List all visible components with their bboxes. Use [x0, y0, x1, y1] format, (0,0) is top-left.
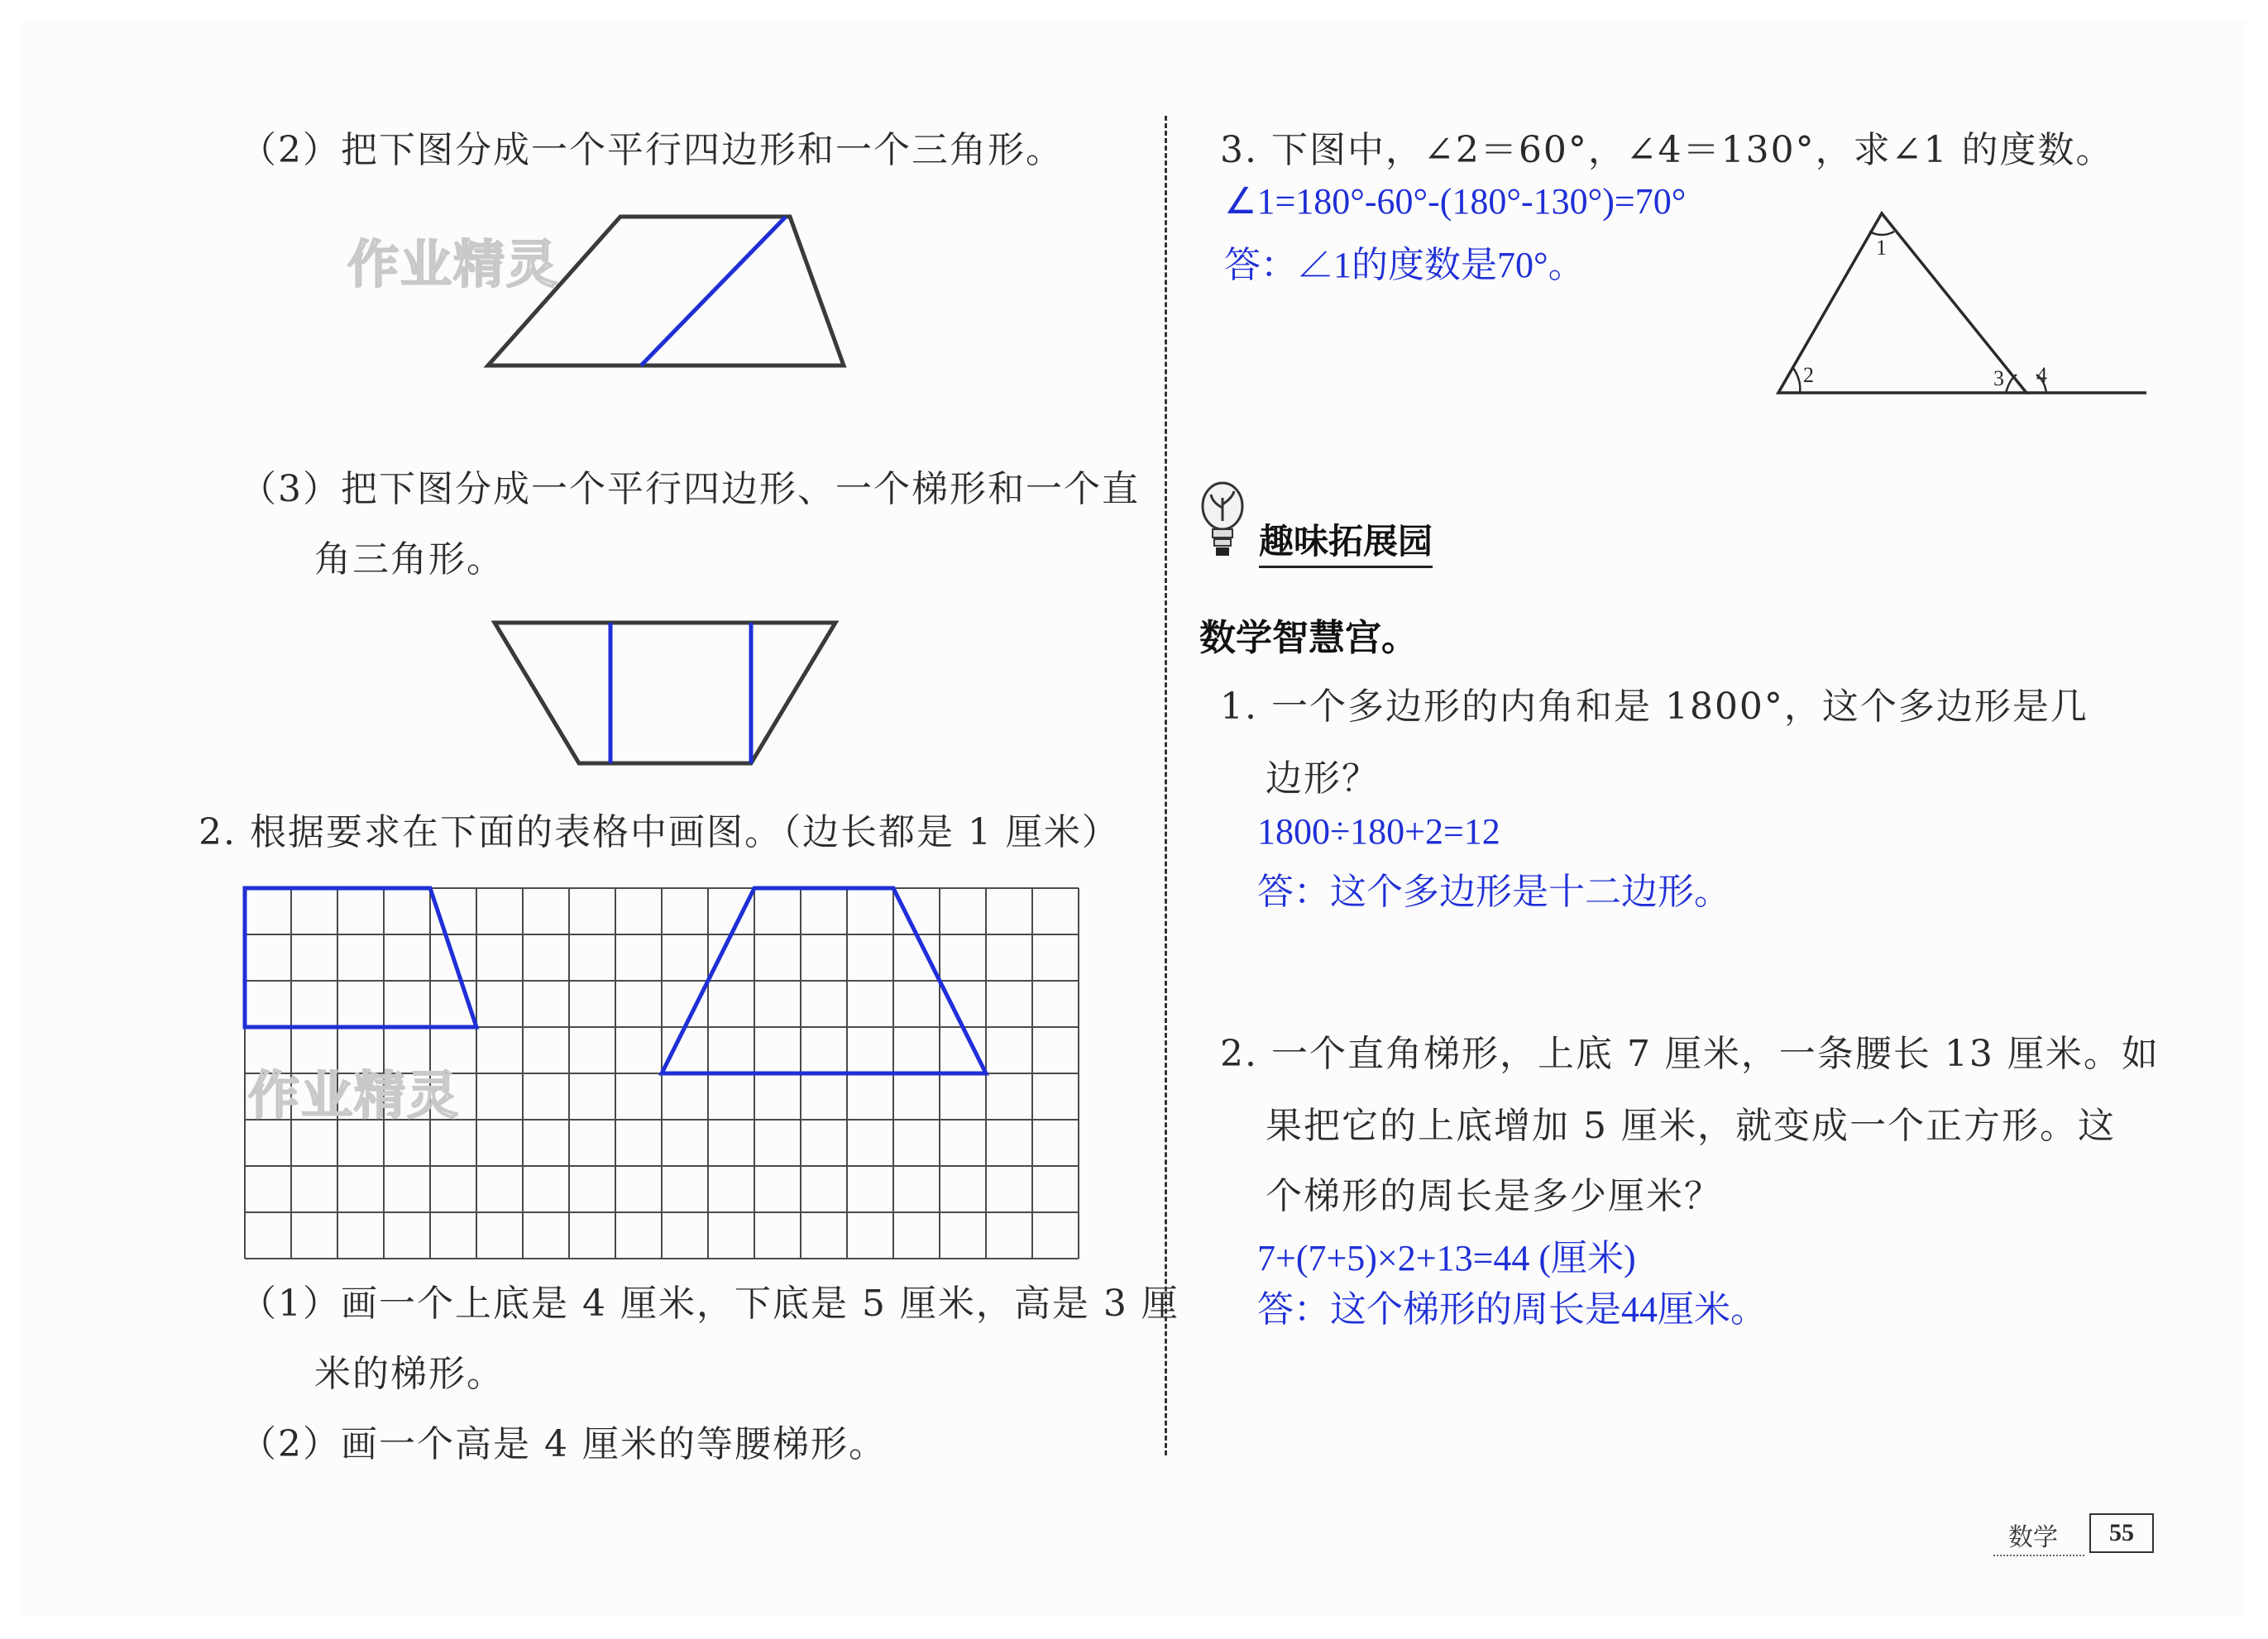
- divider-line: [641, 217, 786, 366]
- trapezoid-outline: [488, 217, 844, 366]
- question-2-3-line1: （3）把下图分成一个平行四边形、一个梯形和一个直: [240, 468, 1140, 510]
- angle-3-label: 3: [1993, 366, 2004, 390]
- footer-dotted-line: [1993, 1555, 2084, 1556]
- question-2-title: 2. 根据要求在下面的表格中画图。（边长都是 1 厘米）: [199, 811, 1120, 853]
- page-number: 55: [2089, 1513, 2154, 1553]
- problem-1-answer-2: 答：这个多边形是十二边形。: [1257, 872, 1730, 912]
- subsection-title: 数学智慧宫。: [1199, 617, 1418, 659]
- problem-2-line2: 果把它的上底增加 5 厘米，就变成一个正方形。这: [1266, 1105, 2116, 1147]
- question-2-2: （2）把下图分成一个平行四边形和一个三角形。: [240, 129, 1064, 171]
- angle-2-arc: [1793, 368, 1800, 393]
- question-2-sub1-line1: （1）画一个上底是 4 厘米，下底是 5 厘米，高是 3 厘: [240, 1283, 1179, 1325]
- angle-1-arc: [1869, 232, 1894, 235]
- problem-2-answer-1: 7+(7+5)×2+13=44 (厘米): [1257, 1238, 1636, 1278]
- trapezoid-figure-1: [480, 207, 860, 380]
- column-divider: [1165, 116, 1167, 1455]
- problem-2-answer-2: 答：这个梯形的周长是44厘米。: [1257, 1289, 1767, 1330]
- problem-1-line1: 1. 一个多边形的内角和是 1800°，这个多边形是几: [1220, 686, 2089, 728]
- problem-2-line3: 个梯形的周长是多少厘米？: [1266, 1175, 1722, 1217]
- triangle-figure: [1770, 207, 2151, 401]
- angle-2-label: 2: [1803, 363, 1814, 387]
- angle-4-label: 4: [2036, 363, 2047, 387]
- watermark-2: 作业精灵: [248, 1065, 461, 1125]
- problem-1-answer-1: 1800÷180+2=12: [1257, 811, 1500, 852]
- question-3: 3. 下图中，∠2＝60°，∠4＝130°，求∠1 的度数。: [1220, 129, 2114, 171]
- question-3-answer-1: ∠1=180°-60°-(180°-130°)=70°: [1224, 181, 1687, 222]
- question-2-sub2: （2）画一个高是 4 厘米的等腰梯形。: [240, 1423, 887, 1465]
- lightbulb-icon: [1199, 480, 1246, 559]
- subject-label: 数学: [2008, 1523, 2058, 1552]
- watermark: 作业精灵: [347, 234, 560, 294]
- drawn-trapezoid-1: [245, 888, 476, 1027]
- question-3-answer-2: 答：∠1的度数是70°。: [1224, 245, 1585, 285]
- problem-1-line2: 边形？: [1266, 757, 1380, 800]
- triangle-outline: [1778, 213, 2026, 393]
- question-2-3-line2: 角三角形。: [314, 538, 505, 581]
- trapezoid-figure-2: [488, 616, 844, 773]
- angle-1-label: 1: [1876, 236, 1887, 260]
- trapezoid-outline: [495, 623, 835, 763]
- problem-2-line1: 2. 一个直角梯形，上底 7 厘米，一条腰长 13 厘米。如: [1220, 1033, 2160, 1075]
- question-2-sub1-line2: 米的梯形。: [314, 1353, 505, 1395]
- section-title: 趣味拓展园: [1259, 514, 1433, 568]
